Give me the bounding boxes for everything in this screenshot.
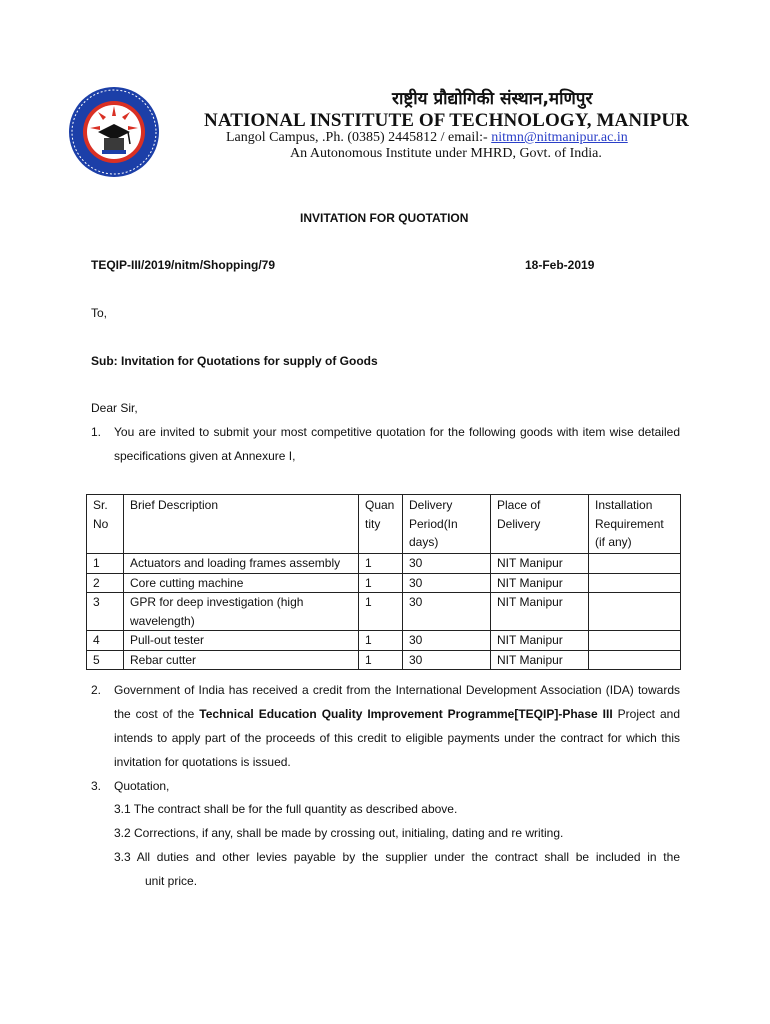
point-1-text: You are invited to submit your most competitive quotation for the following goods with item wise detailed specifications given at Annexure I,	[114, 425, 680, 463]
cell-qty: 1	[359, 650, 403, 670]
cell-sr: 2	[87, 573, 124, 593]
clause-3-3: 3.3 All duties and other levies payable by the supplier under the contract shall be included in the	[114, 850, 680, 864]
cell-install	[589, 554, 681, 574]
table-row	[87, 573, 681, 593]
clause-3-3-continued: unit price.	[145, 874, 198, 888]
institute-name: NATIONAL INSTITUTE OF TECHNOLOGY, MANIPUR	[204, 110, 689, 131]
table-row	[87, 631, 681, 651]
table-header-row	[87, 495, 681, 554]
address-text: Langol Campus, .Ph. (0385) 2445812 / email:-	[226, 130, 492, 145]
cell-sr: 3	[87, 593, 124, 631]
email-link[interactable]: nitmn@nitmanipur.ac.in	[491, 130, 628, 145]
reference-number: TEQIP-III/2019/nitm/Shopping/79	[91, 258, 276, 272]
cell-sr: 1	[87, 554, 124, 574]
header-sr-no: Sr. No	[87, 495, 124, 554]
cell-desc: Rebar cutter	[124, 650, 359, 670]
addressee-line: To,	[91, 306, 108, 320]
header-delivery-period: Delivery Period(In days)	[403, 495, 491, 554]
cell-sr: 4	[87, 631, 124, 651]
cell-install	[589, 631, 681, 651]
cell-desc: GPR for deep investigation (high wavelength)	[124, 593, 359, 631]
institute-logo	[68, 86, 160, 178]
header-installation-requirement: Installation Requirement (if any)	[589, 495, 681, 554]
cell-qty: 1	[359, 593, 403, 631]
teqip-programme-name: Technical Education Quality Improvement Programme[TEQIP]-Phase III	[199, 707, 613, 721]
address-line	[226, 130, 628, 146]
cell-place: NIT Manipur	[491, 573, 589, 593]
cell-delivery: 30	[403, 593, 491, 631]
cell-install	[589, 650, 681, 670]
point-2-number: 2.	[91, 683, 102, 697]
cell-desc: Core cutting machine	[124, 573, 359, 593]
header-place-of-delivery: Place of Delivery	[491, 495, 589, 554]
cell-delivery: 30	[403, 554, 491, 574]
cell-desc: Actuators and loading frames assembly	[124, 554, 359, 574]
point-1	[91, 420, 680, 468]
cell-install	[589, 593, 681, 631]
cell-place: NIT Manipur	[491, 650, 589, 670]
point-3	[91, 774, 680, 798]
point-3-number: 3.	[91, 779, 102, 793]
cell-desc: Pull-out tester	[124, 631, 359, 651]
point-2	[91, 678, 681, 774]
cell-install	[589, 573, 681, 593]
clause-3-1: 3.1 The contract shall be for the full quantity as described above.	[114, 802, 458, 816]
salutation: Dear Sir,	[91, 401, 138, 415]
subject-line: Sub: Invitation for Quotations for supply of Goods	[91, 354, 378, 368]
institute-name-hindi: राष्ट्रीय प्रौद्योगिकी संस्थान,मणिपुर	[392, 89, 593, 109]
cell-sr: 5	[87, 650, 124, 670]
point-2-text-end: Project and intends to apply part of the proceeds of this credit to eligible payments under the contract for which this invitation for quotations is issued.	[114, 707, 681, 769]
items-table	[86, 494, 681, 670]
cell-qty: 1	[359, 631, 403, 651]
cell-place: NIT Manipur	[491, 593, 589, 631]
cell-place: NIT Manipur	[491, 631, 589, 651]
cell-delivery: 30	[403, 631, 491, 651]
point-2-text-start: Government of India has received a credit from the International Development Association (IDA) towards the cost of the	[114, 683, 680, 721]
cell-qty: 1	[359, 554, 403, 574]
letter-date: 18-Feb-2019	[525, 258, 595, 272]
table-row	[87, 650, 681, 670]
document-title: INVITATION FOR QUOTATION	[300, 211, 469, 225]
point-1-number: 1.	[91, 425, 102, 439]
point-3-text: Quotation,	[114, 779, 170, 793]
clause-3-2: 3.2 Corrections, if any, shall be made by crossing out, initialing, dating and re writing.	[114, 826, 564, 840]
header-quantity: Quantity	[359, 495, 403, 554]
header-brief-description: Brief Description	[124, 495, 359, 554]
cell-delivery: 30	[403, 573, 491, 593]
table-row	[87, 593, 681, 631]
autonomous-line: An Autonomous Institute under MHRD, Govt. of India.	[290, 146, 602, 161]
table-row	[87, 554, 681, 574]
cell-delivery: 30	[403, 650, 491, 670]
cell-place: NIT Manipur	[491, 554, 589, 574]
cell-qty: 1	[359, 573, 403, 593]
